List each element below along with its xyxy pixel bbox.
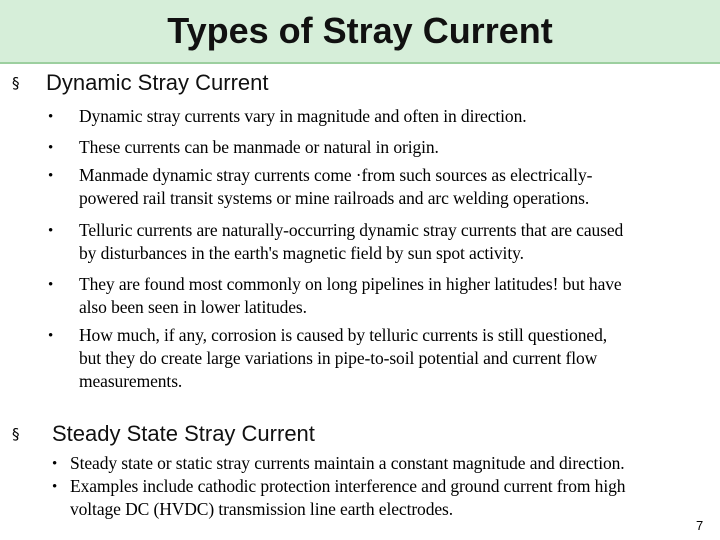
bullet-item (70, 452, 625, 475)
section-marker: § (12, 74, 20, 92)
bullet-text: How much, if any, corrosion is caused by telluric currents is still questioned, (79, 325, 608, 345)
bullet-text: Steady state or static stray currents maintain a constant magnitude and direction. (70, 453, 625, 473)
bullet-item (79, 136, 439, 159)
bullet-text: Dynamic stray currents vary in magnitude and often in direction. (79, 106, 527, 126)
bullet-item (79, 324, 607, 393)
bullet-marker: • (48, 140, 54, 156)
bullet-marker: • (48, 223, 54, 239)
bullet-text: Telluric currents are naturally-occurring dynamic stray currents that are caused (79, 220, 624, 240)
bullet-marker: • (48, 277, 54, 293)
bullet-text: They are found most commonly on long pipelines in higher latitudes! but have (79, 274, 622, 294)
bullet-marker: • (52, 479, 58, 495)
section-marker: § (12, 425, 20, 443)
bullet-marker: • (52, 456, 58, 472)
bullet-marker: • (48, 328, 54, 344)
section-heading-steady: Steady State Stray Current (52, 421, 315, 446)
bullet-item (79, 164, 592, 210)
bullet-marker: • (48, 109, 54, 125)
bullet-text: also been seen in lower latitudes. (79, 297, 307, 317)
bullet-text: Examples include cathodic protection interference and ground current from high (70, 476, 626, 496)
bullet-item (79, 105, 527, 128)
section-heading-dynamic: Dynamic Stray Current (46, 70, 269, 95)
bullet-item (70, 475, 625, 521)
bullet-text: powered rail transit systems or mine railroads and arc welding operations. (79, 188, 590, 208)
bullet-text: Manmade dynamic stray currents come ·from such sources as electrically- (79, 165, 593, 185)
bullet-item (79, 219, 623, 265)
slide-title: Types of Stray Current (167, 10, 553, 51)
bullet-text: by disturbances in the earth's magnetic field by sun spot activity. (79, 243, 524, 263)
bullet-item (79, 273, 622, 319)
bullet-marker: • (48, 168, 54, 184)
page-number: 7 (696, 518, 704, 533)
bullet-text: These currents can be manmade or natural in origin. (79, 137, 439, 157)
bullet-text: measurements. (79, 371, 183, 391)
bullet-text: but they do create large variations in pipe-to-soil potential and current flow (79, 348, 598, 368)
bullet-text: voltage DC (HVDC) transmission line earth electrodes. (70, 499, 454, 519)
